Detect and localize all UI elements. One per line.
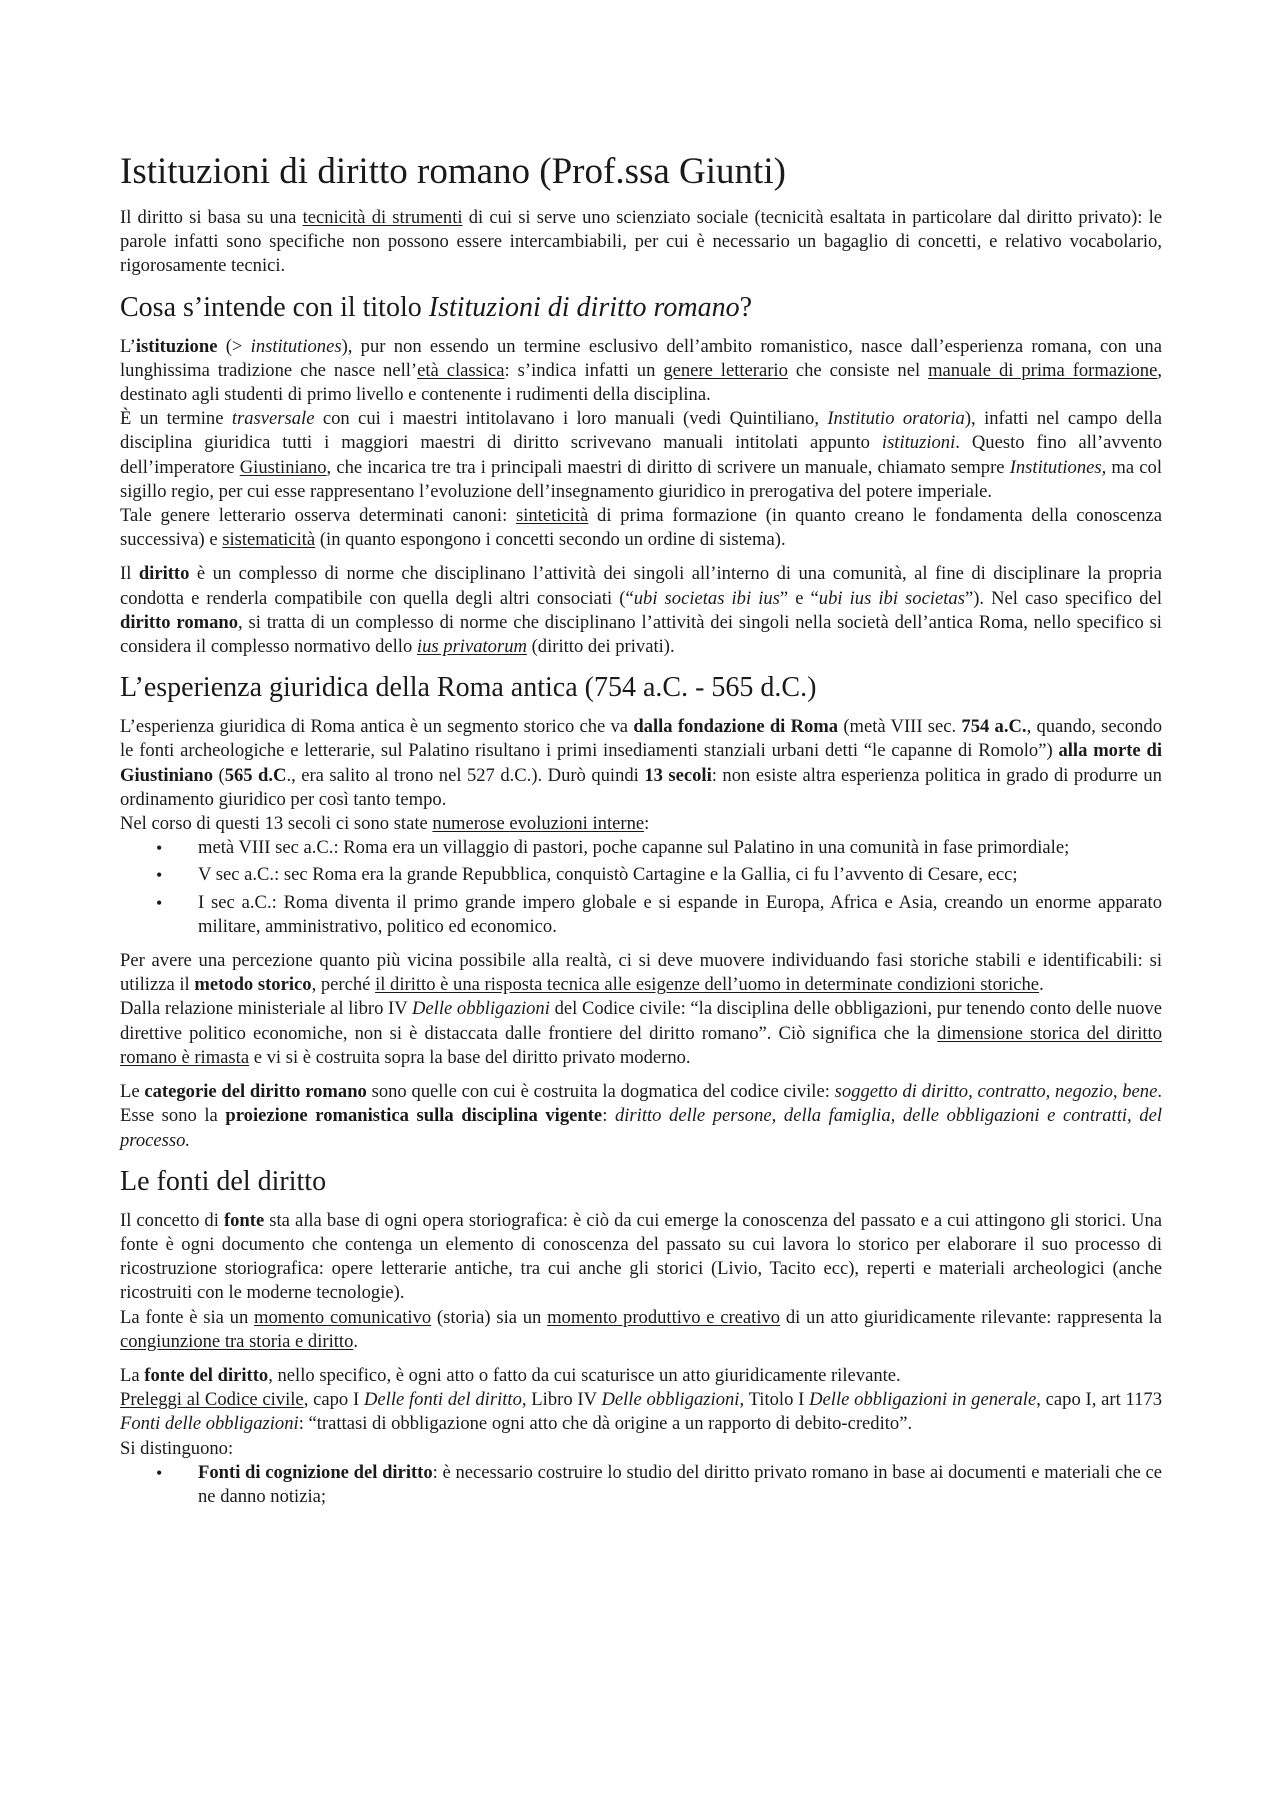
paragraph-distinguono: Si distinguono: [120,1437,234,1459]
document-title: Istituzioni di diritto romano (Prof.ssa Giunti) [120,151,786,192]
list-item: • Fonti di cognizione del diritto: è necessario costruire lo studio del diritto privato romano in base ai documenti e materiali che ce ne danno notizia; [156,1461,1162,1507]
paragraph-preleggi: Preleggi al Codice civile, capo I Delle fonti del diritto, Libro IV Delle obbligazioni, Titolo I Delle obbligazioni in generale, capo I, art 1173 Fonti delle obbligazioni: “trattasi di obbligazione ogni atto che dà origine a un rapporto di debito-credito”. [120,1389,1163,1435]
paragraph-fonte: Il concetto di fonte sta alla base di ogni opera storiografica: è ciò da cui emerge la conoscenza del passato e a cui attingono gli storici. Una fonte è ogni documento che contenga un elemento di conoscenza del passato su cui lavora lo storico per elaborare il suo processo di ricostruzione storiografica: opere letterarie antiche, tra cui anche gli storici (Livio, Tacito ecc), reperti e materiali archeologici (anche ricostruiti con le moderne tecnologie). [120,1209,1163,1304]
paragraph-esperienza: L’esperienza giuridica di Roma antica è un segmento storico che va dalla fondazione di Roma (metà VIII sec. 754 a.C., quando, secondo le fonti archeologiche e letterarie, sul Palatino risultano i primi insediamenti stanziali urbani detti “le capanne di Romolo”) alla morte di Giustiniano (565 d.C., era salito al trono nel 527 d.C.). Durò quindi 13 secoli: non esiste altra esperienza politica in grado di produrre un ordinamento giuridico per così tanto tempo. [120,716,1163,810]
paragraph-istituzione: L’istituzione (> institutiones), pur non essendo un termine esclusivo dell’ambito romanistico, nasce dall’esperienza romana, con una lunghissima tradizione che nasce nell’età classica: s’indica infatti un genere letterario che consiste nel manuale di prima formazione, destinato agli studenti di primo livello e contenente i rudimenti della disciplina. [120,335,1163,406]
bullet-icon: • [156,1462,163,1483]
list-item: • V sec a.C.: sec Roma era la grande Repubblica, conquistò Cartagine e la Gallia, ci fu l’avvento di Cesare, ecc; [120,863,1162,887]
paragraph-momento: La fonte è sia un momento comunicativo (storia) sia un momento produttivo e creativo di un atto giuridicamente rilevante: rappresenta la congiunzione tra storia e diritto. [120,1306,1163,1352]
document-page [120,150,1162,1512]
paragraph-categorie: Le categorie del diritto romano sono quelle con cui è costruita la dogmatica del codice civile: soggetto di diritto, contratto, negozio, bene. Esse sono la proiezione romanistica sulla disciplina vigente: diritto delle persone, della famiglia, delle obbligazioni e contratti, del processo. [120,1081,1163,1151]
paragraph-relazione: Dalla relazione ministeriale al libro IV Delle obbligazioni del Codice civile: “la disciplina delle obbligazioni, pur tenendo conto delle nuove direttive politico economiche, non si è distaccata dalle frontiere del diritto romano”. Ciò significa che la dimensione storica del diritto romano è rimasta e vi si è costruita sopra la base del diritto privato moderno. [120,998,1162,1068]
intro-paragraph: Il diritto si basa su una tecnicità di strumenti di cui si serve uno scienziato sociale (tecnicità esaltata in particolare dal diritto privato): le parole infatti sono specifiche non possono essere intercambiabili, per cui è necessario un bagaglio di concetti, e relativo vocabolario, rigorosamente tecnici. [120,207,1162,277]
heading-fonti: Le fonti del diritto [120,1165,327,1197]
list-item: • I sec a.C.: Roma diventa il primo grande impero globale e si espande in Europa, Africa e Asia, creando un enorme apparato militare, amministrativo, politico ed economico. [156,891,1162,937]
heading-esperienza: L’esperienza giuridica della Roma antica (754 a.C. - 565 d.C.) [120,672,817,704]
paragraph-canoni: Tale genere letterario osserva determinati canoni: sinteticità di prima formazione (in quanto creano le fondamenta della conoscenza successiva) e sistematicità (in quanto espongono i concetti secondo un ordine di sistema). [120,505,1162,551]
bullet-icon: • [156,838,163,859]
bullet-icon: • [156,865,163,886]
bullet-icon: • [156,892,163,913]
paragraph-fonte-diritto: La fonte del diritto, nello specifico, è ogni atto o fatto da cui scaturisce un atto giuridicamente rilevante. [120,1364,901,1386]
history-bullet-list [120,836,1162,939]
paragraph-metodo: Per avere una percezione quanto più vicina possibile alla realtà, ci si deve muovere individuando fasi storiche stabili e identificabili: si utilizza il metodo storico, perché il diritto è una risposta tecnica alle esigenze dell’uomo in determinate condizioni storiche. [120,950,1162,996]
sources-bullet-list [120,1461,1162,1509]
list-item: • metà VIII sec a.C.: Roma era un villaggio di pastori, poche capanne sul Palatino in una comunità in fase primordiale; [120,836,1162,860]
paragraph-corso: Nel corso di questi 13 secoli ci sono state numerose evoluzioni interne: [120,813,650,835]
paragraph-diritto: Il diritto è un complesso di norme che disciplinano l’attività dei singoli all’interno di una comunità, al fine di disciplinare la propria condotta e renderla compatibile con quella degli altri consociati (“ubi societas ibi ius” e “ubi ius ibi societas”). Nel caso specifico del diritto romano, si tratta di un complesso di norme che disciplinano l’attività dei singoli nella società dell’antica Roma, nello specifico si considera il complesso normativo dello ius privatorum (diritto dei privati). [120,563,1162,658]
heading-istituzioni: Cosa s’intende con il titolo Istituzioni di diritto romano? [120,291,753,323]
paragraph-trasversale: È un termine trasversale con cui i maestri intitolavano i loro manuali (vedi Quintiliano, Institutio oratoria), infatti nel campo della disciplina giuridica tutti i maggiori maestri di diritto scrivevano manuali intitolati appunto istituzioni. Questo fino all’avvento dell’imperatore Giustiniano, che incarica tre tra i principali maestri di diritto di scrivere un manuale, chiamato sempre Institutiones, ma col sigillo regio, per cui esse rappresentano l’evoluzione dell’insegnamento giuridico in prerogativa del potere imperiale. [120,408,1162,502]
